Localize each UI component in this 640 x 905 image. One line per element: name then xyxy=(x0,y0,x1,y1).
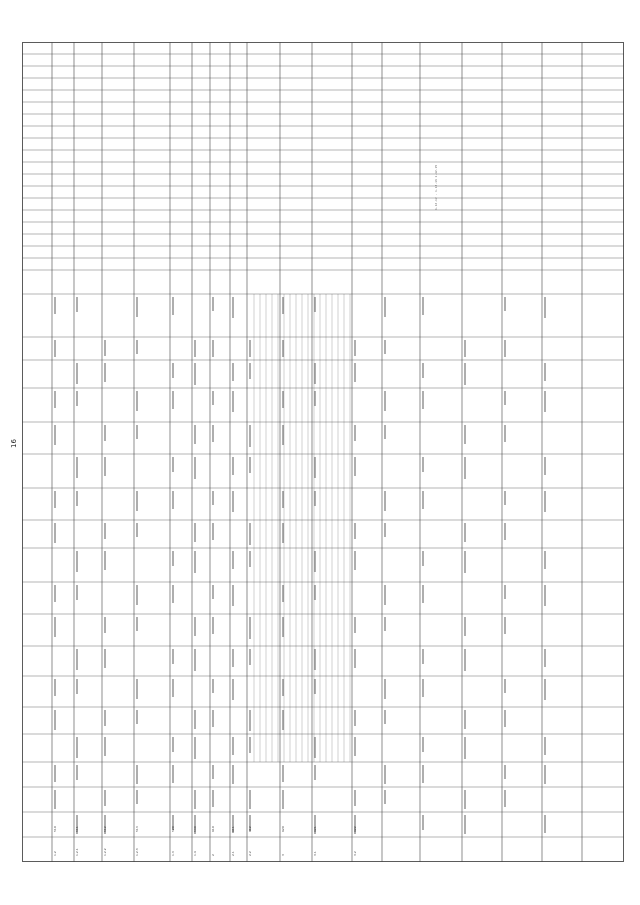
row-id-label: 1.2.3 xyxy=(135,848,139,856)
table-border xyxy=(23,43,624,862)
row-id-label: 2.1 xyxy=(231,851,235,856)
page-number: 16 xyxy=(10,439,18,448)
row-code-label: 621 xyxy=(313,826,317,832)
row-id-label: 1.2.2 xyxy=(103,848,107,856)
row-id-label: 1.4 xyxy=(193,851,197,856)
row-code-label: 512 xyxy=(103,826,107,832)
row-id-label: 2 xyxy=(211,854,215,856)
row-id-label: 3 xyxy=(281,854,285,856)
row-code-label: 510 xyxy=(53,826,57,832)
row-id-label: 3.2 xyxy=(353,851,357,856)
row-code-label: 622 xyxy=(353,826,357,832)
row-code-label: 612 xyxy=(248,826,252,832)
handwritten-note: 1.12.12 - 1.12.13 1.12.15 xyxy=(434,164,438,210)
row-id-label: 1.2.1 xyxy=(75,848,79,856)
row-code-label: 530 xyxy=(193,826,197,832)
row-code-label: 620 xyxy=(281,826,285,832)
row-id-label: 3.1 xyxy=(313,851,317,856)
row-id-label: 2.2 xyxy=(248,851,252,856)
row-code-label: 511 xyxy=(75,826,79,832)
row-id-label: 1.3 xyxy=(171,851,175,856)
table-grid xyxy=(22,42,624,862)
row-code-label: 520 xyxy=(171,826,175,832)
row-code-label: 513 xyxy=(135,826,139,832)
row-id-label: 1.2 xyxy=(53,851,57,856)
rotated-table-sheet xyxy=(22,42,624,862)
row-code-label: 610 xyxy=(211,826,215,832)
row-code-label: 611 xyxy=(231,826,235,832)
